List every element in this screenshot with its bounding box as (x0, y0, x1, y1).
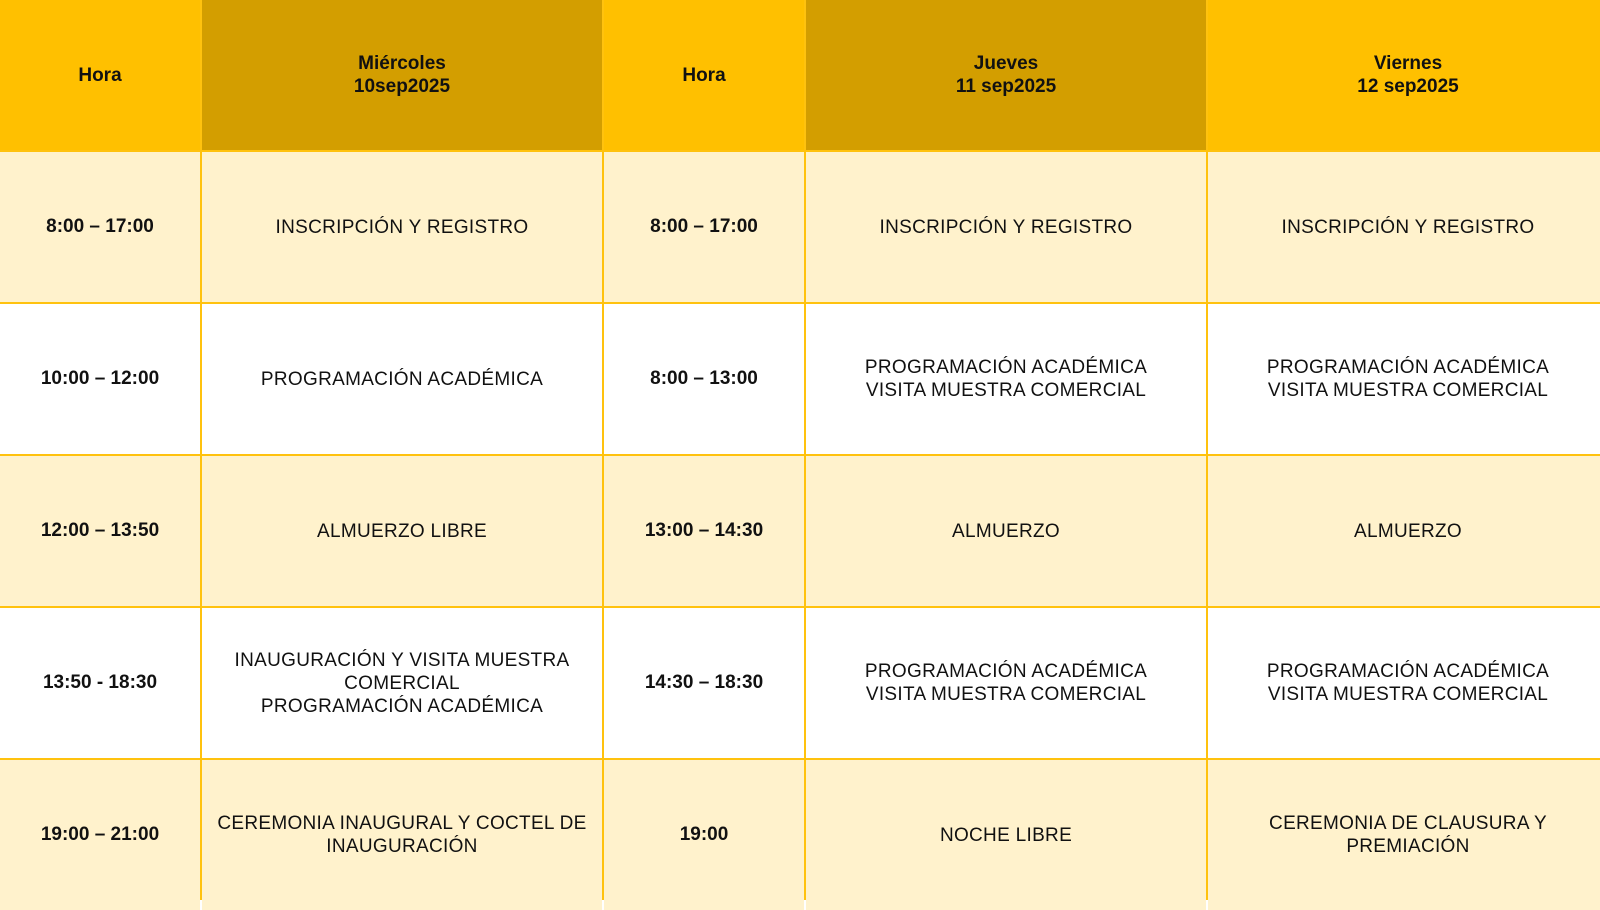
header-day-wednesday-name: Miércoles (358, 53, 446, 74)
activity-line: CEREMONIA INAUGURAL Y COCTEL DE (217, 813, 587, 834)
activity-line: ALMUERZO (1354, 520, 1462, 542)
row-3-time-2: 13:00 – 14:30 (604, 456, 804, 606)
activity-line: INSCRIPCIÓN Y REGISTRO (1281, 216, 1535, 238)
header-hora-1 (0, 0, 200, 150)
row-4-time-1: 13:50 - 18:30 (0, 608, 200, 758)
header-hora-1-label: Hora (78, 64, 122, 86)
row-2-friday (1208, 304, 1600, 454)
row-2-time-1: 10:00 – 12:00 (0, 304, 200, 454)
activity-line: VISITA MUESTRA COMERCIAL (865, 684, 1147, 705)
activity-line: INAUGURACIÓN Y VISITA MUESTRA (234, 649, 570, 671)
activity-line: CEREMONIA DE CLAUSURA Y (1269, 813, 1547, 834)
header-hora-2 (604, 0, 804, 150)
row-1-thursday (806, 152, 1206, 302)
activity-line: PROGRAMACIÓN ACADÉMICA (1266, 661, 1550, 682)
row-5-thursday (806, 760, 1206, 910)
row-5-wednesday (202, 760, 602, 910)
row-4-friday (1208, 608, 1600, 758)
row-3-time-1: 12:00 – 13:50 (0, 456, 200, 606)
row-3-friday (1208, 456, 1600, 606)
activity-line: PROGRAMACIÓN ACADÉMICA (864, 357, 1148, 378)
activity-line: INSCRIPCIÓN Y REGISTRO (879, 216, 1133, 238)
row-5-time-1: 19:00 – 21:00 (0, 760, 200, 910)
row-4-thursday (806, 608, 1206, 758)
row-1-friday (1208, 152, 1600, 302)
header-day-friday-name: Viernes (1373, 53, 1443, 74)
header-day-thursday (806, 0, 1206, 150)
activity-line: PROGRAMACIÓN ACADÉMICA (260, 695, 544, 717)
activity-line: VISITA MUESTRA COMERCIAL (865, 380, 1147, 401)
activity-line: PROGRAMACIÓN ACADÉMICA (1266, 357, 1550, 378)
activity-line: VISITA MUESTRA COMERCIAL (1267, 380, 1549, 401)
activity-line: ALMUERZO LIBRE (317, 520, 487, 542)
row-3-thursday (806, 456, 1206, 606)
row-5-time-2: 19:00 (604, 760, 804, 910)
row-1-wednesday (202, 152, 602, 302)
row-2-thursday (806, 304, 1206, 454)
activity-line: VISITA MUESTRA COMERCIAL (1267, 684, 1549, 705)
row-4-time-2: 14:30 – 18:30 (604, 608, 804, 758)
activity-line: PREMIACIÓN (1346, 836, 1470, 857)
header-day-wednesday (202, 0, 602, 150)
header-day-friday-date: 12 sep2025 (1357, 76, 1459, 97)
activity-line: ALMUERZO (952, 520, 1060, 542)
activity-line: PROGRAMACIÓN ACADÉMICA (864, 661, 1148, 682)
activity-line: INAUGURACIÓN (326, 836, 478, 857)
row-3-wednesday (202, 456, 602, 606)
activity-line: NOCHE LIBRE (939, 824, 1073, 846)
row-2-time-2: 8:00 – 13:00 (604, 304, 804, 454)
row-1-time-1: 8:00 – 17:00 (0, 152, 200, 302)
header-day-wednesday-date: 10sep2025 (353, 76, 451, 97)
header-hora-2-label: Hora (682, 64, 726, 86)
header-day-thursday-name: Jueves (973, 53, 1039, 74)
header-day-thursday-date: 11 sep2025 (955, 76, 1057, 97)
header-day-friday (1208, 0, 1600, 150)
activity-line: INSCRIPCIÓN Y REGISTRO (275, 216, 529, 238)
row-4-wednesday (202, 608, 602, 758)
row-1-time-2: 8:00 – 17:00 (604, 152, 804, 302)
activity-line: COMERCIAL (344, 672, 460, 694)
row-5-friday (1208, 760, 1600, 910)
activity-line: PROGRAMACIÓN ACADÉMICA (260, 368, 544, 390)
row-2-wednesday (202, 304, 602, 454)
